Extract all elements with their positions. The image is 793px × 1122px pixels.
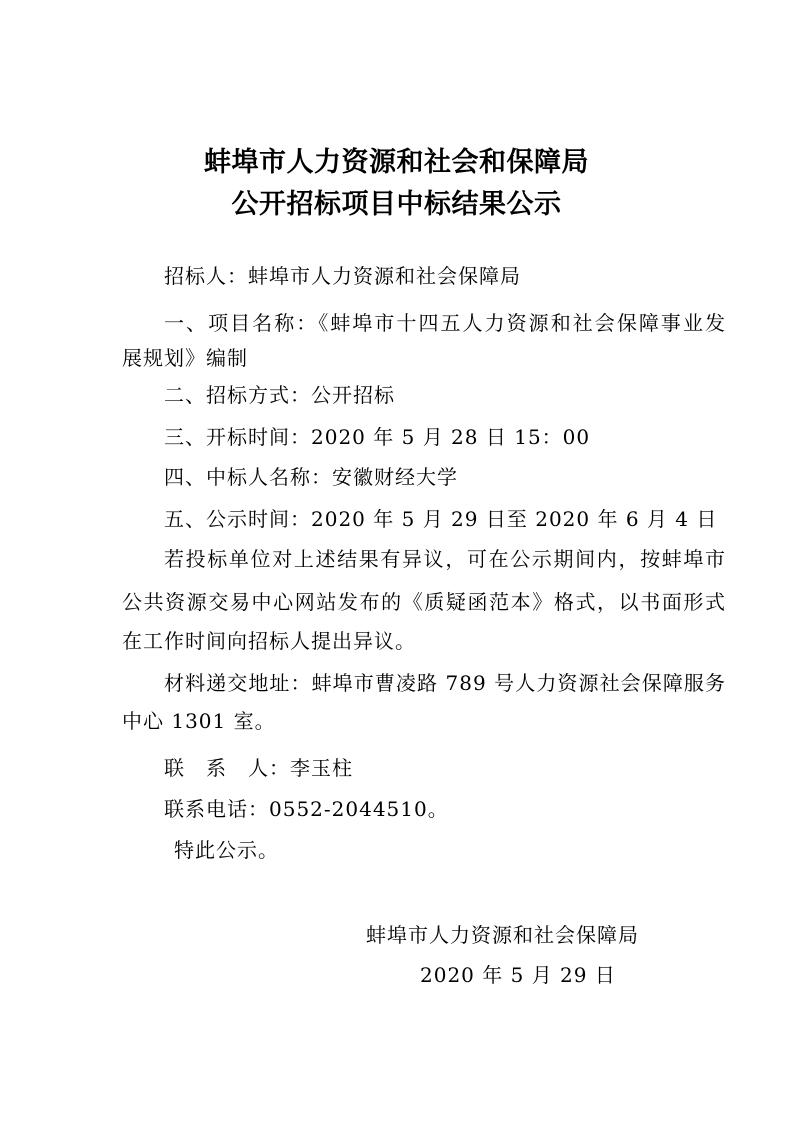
tenderer-line: 招标人：蚌埠市人力资源和社会保障局 xyxy=(164,264,521,288)
closing-line: 特此公示。 xyxy=(174,838,279,862)
contact-person-line: 联 系 人：李玉柱 xyxy=(164,756,353,780)
document-title-line1: 蚌埠市人力资源和社会和保障局 xyxy=(204,147,589,178)
objection-line3: 在工作时间向招标人提出异议。 xyxy=(122,629,416,653)
bid-method-line: 二、招标方式：公开招标 xyxy=(164,383,395,407)
winner-line: 四、中标人名称：安徽财经大学 xyxy=(164,465,458,489)
project-name-line2: 展规划》编制 xyxy=(122,346,248,370)
contact-phone-line: 联系电话：0552-2044510。 xyxy=(164,797,449,821)
signature-date: 2020 年 5 月 29 日 xyxy=(420,963,616,987)
objection-line2: 公共资源交易中心网站发布的《质疑函范本》格式，以书面形式 xyxy=(122,590,726,614)
publicity-period-line: 五、公示时间：2020 年 5 月 29 日至 2020 年 6 月 4 日 xyxy=(164,507,718,531)
address-line2: 中心 1301 室。 xyxy=(122,709,276,733)
address-line1: 材料递交地址：蚌埠市曹凌路 789 号人力资源社会保障服务 xyxy=(164,671,726,695)
signature-organization: 蚌埠市人力资源和社会保障局 xyxy=(366,923,639,947)
document-title-line2: 公开招标项目中标结果公示 xyxy=(231,189,562,220)
opening-time-line: 三、开标时间：2020 年 5 月 28 日 15：00 xyxy=(164,425,591,449)
project-name-line1: 一、项目名称：《蚌埠市十四五人力资源和社会保障事业发 xyxy=(164,311,726,335)
objection-line1: 若投标单位对上述结果有异议，可在公示期间内，按蚌埠市 xyxy=(164,547,726,571)
